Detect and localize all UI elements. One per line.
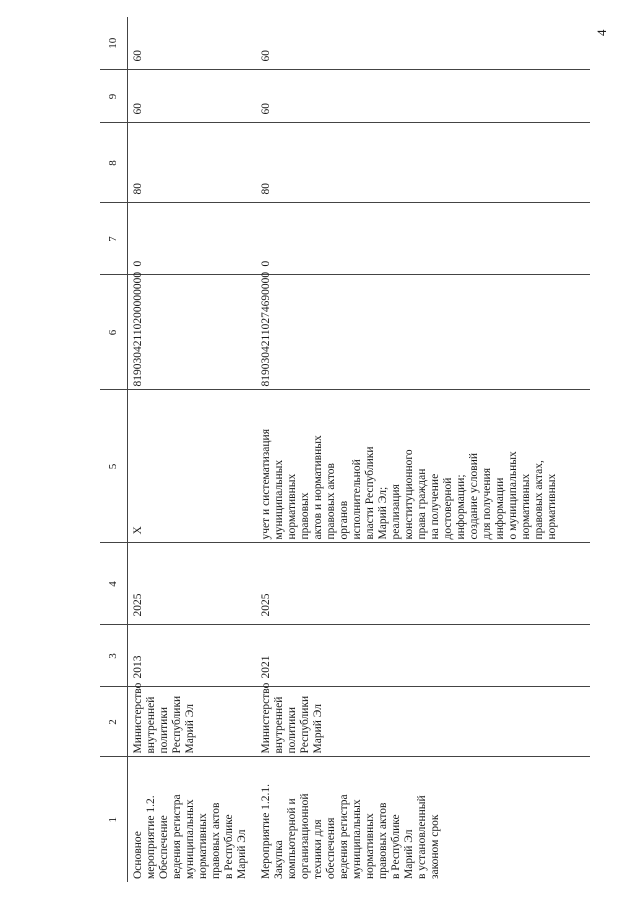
value-col9: 60 — [132, 103, 144, 115]
table-header-row — [100, 17, 128, 882]
table-row — [256, 17, 590, 882]
start-year-cell — [128, 625, 257, 687]
expected-result-cell — [128, 390, 257, 543]
column-number-9: 9 — [100, 70, 128, 123]
value-col8-cell — [256, 123, 590, 203]
value-col10-cell — [128, 17, 257, 70]
expected-result: учет и систематизация муниципальных нормативных правовых актов и нормативных правовых актов органов исполнительной власти Республики Марий Эл; реализация конституционного права граждан на получение достоверной информации; создание условий для получения информации о муниципальных нормативных правовых актах, нормативных — [260, 429, 558, 540]
value-col10: 60 — [132, 50, 144, 62]
end-year: 2025 — [132, 593, 144, 617]
budget-code-cell — [256, 271, 590, 390]
value-col8-cell — [128, 123, 257, 203]
column-number-8: 8 — [100, 123, 128, 203]
value-col9: 60 — [260, 103, 272, 115]
value-col7: 0 — [132, 260, 144, 267]
value-col7-cell — [128, 203, 257, 275]
program-activities-table — [100, 17, 590, 882]
rotated-table-container — [100, 17, 600, 882]
budget-code: 81903042110200000000 — [132, 271, 144, 387]
start-year: 2021 — [260, 655, 272, 679]
start-year: 2013 — [132, 655, 144, 679]
end-year-cell — [128, 543, 257, 625]
start-year-cell — [256, 625, 590, 687]
value-col9-cell — [128, 70, 257, 123]
responsible-executor-cell — [128, 682, 257, 757]
end-year: 2025 — [260, 593, 272, 617]
column-number-7: 7 — [100, 203, 128, 275]
value-col10: 60 — [260, 50, 272, 62]
page-number: 4 — [594, 29, 609, 36]
column-number-4: 4 — [100, 543, 128, 625]
table-row — [128, 17, 257, 882]
activity-name: Мероприятие 1.2.1. Закупка компьютерной и организационной техники для обеспечения ведения регистра муниципальных нормативных правовых актов в Республике Марий Эл в установленный законом срок — [260, 783, 441, 879]
responsible-executor-cell — [256, 682, 590, 757]
column-number-1: 1 — [100, 757, 128, 882]
expected-result: Х — [132, 526, 144, 535]
activity-name-cell — [256, 757, 590, 882]
column-number-2: 2 — [100, 687, 128, 757]
column-number-6: 6 — [100, 275, 128, 390]
column-number-5: 5 — [100, 390, 128, 543]
responsible-executor: Министерство внутренней политики Республики Марий Эл — [132, 682, 196, 754]
value-col8: 80 — [132, 183, 144, 195]
value-col7-cell — [256, 203, 590, 275]
column-number-10: 10 — [100, 17, 128, 70]
value-col7: 0 — [260, 260, 272, 267]
activity-name: Основное мероприятие 1.2. Обеспечение ведения регистра муниципальных нормативных правовых актов в Республике Марий Эл — [132, 794, 248, 879]
value-col8: 80 — [260, 183, 272, 195]
end-year-cell — [256, 543, 590, 625]
budget-code: 81903042110274690000 — [260, 271, 272, 387]
activity-name-cell — [128, 757, 257, 882]
responsible-executor: Министерство внутренней политики Республики Марий Эл — [260, 682, 324, 754]
expected-result-cell — [256, 390, 590, 543]
value-col10-cell — [256, 17, 590, 70]
column-number-3: 3 — [100, 625, 128, 687]
value-col9-cell — [256, 70, 590, 123]
budget-code-cell — [128, 271, 257, 390]
